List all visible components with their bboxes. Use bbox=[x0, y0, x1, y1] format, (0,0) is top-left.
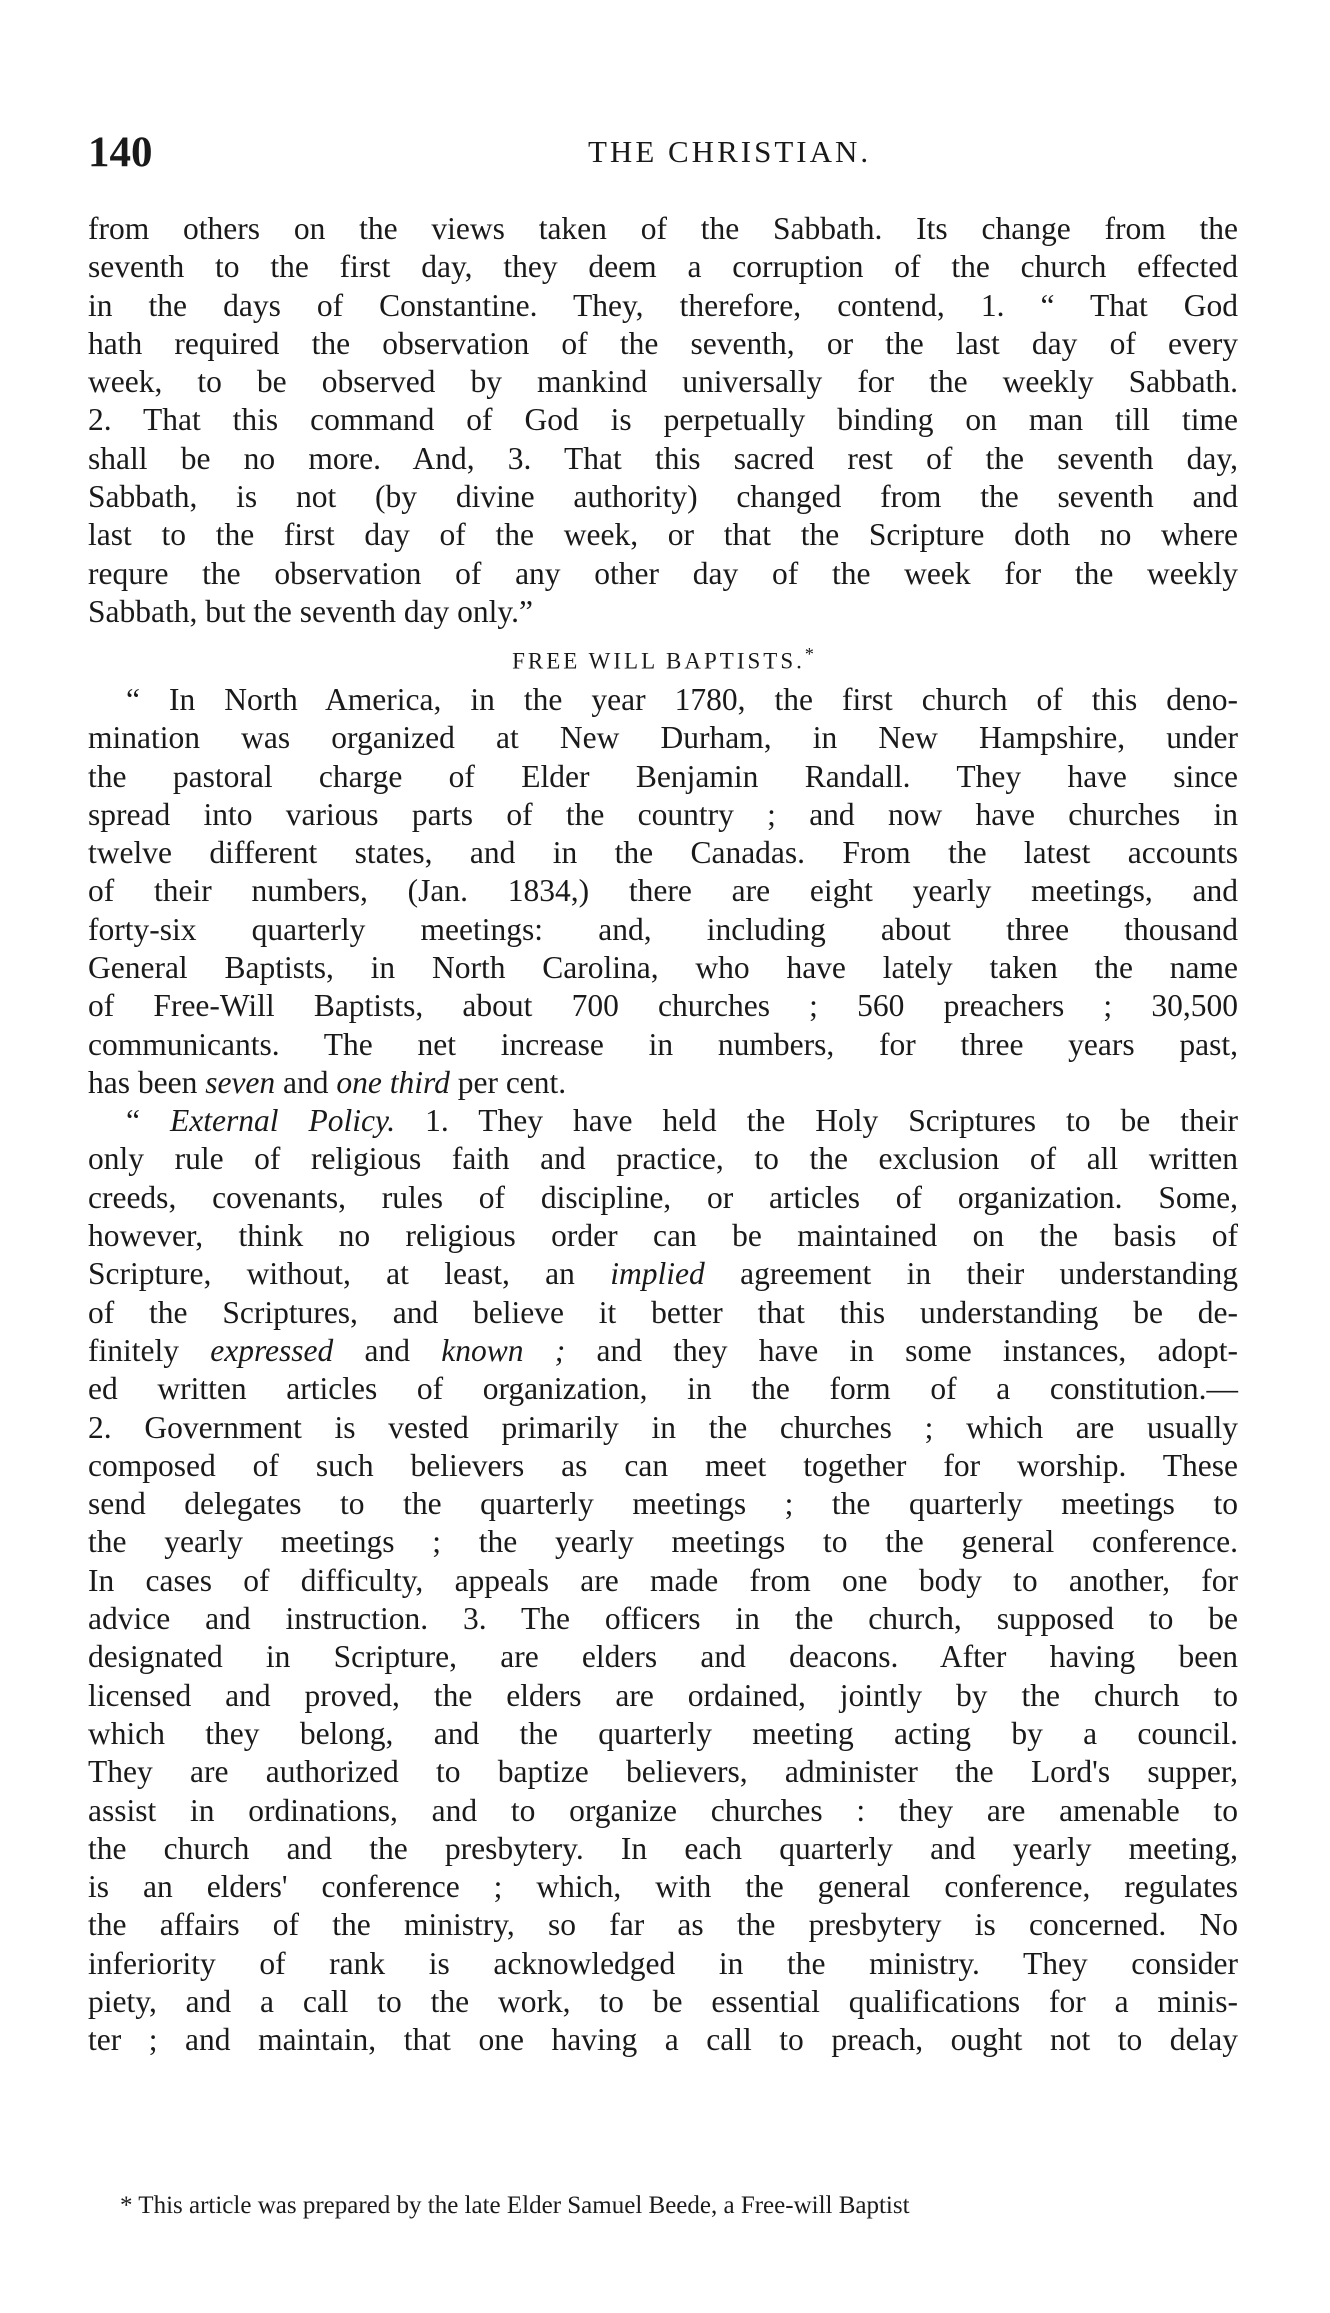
text-line: advice and instruction. 3. The officers in the church, supposed to be bbox=[88, 1601, 1238, 1637]
text-run: 1. They have held the Holy Scriptures to be their bbox=[395, 1103, 1239, 1139]
text-line: forty-six quarterly meetings: and, including about three thousand bbox=[88, 911, 1238, 947]
text-line: from others on the views taken of the Sabbath. Its change from the bbox=[88, 211, 1238, 246]
footnote-marker: * bbox=[804, 644, 814, 665]
text-line: “ In North America, in the year 1780, the first church of this deno- bbox=[126, 681, 1238, 717]
text-line: In cases of difficulty, appeals are made from one body to another, for bbox=[88, 1562, 1238, 1598]
text-line: however, think no religious order can be maintained on the basis of bbox=[88, 1218, 1238, 1254]
text-line: piety, and a call to the work, to be essential qualifications for a minis- bbox=[88, 1984, 1238, 2020]
text-line: shall be no more. And, 3. That this sacred rest of the seventh day, bbox=[88, 440, 1238, 476]
text-line: creeds, covenants, rules of discipline, or articles of organization. Some, bbox=[88, 1179, 1238, 1215]
text-run: “ bbox=[126, 1103, 171, 1139]
text-run: finitely bbox=[88, 1332, 211, 1368]
text-line: They are authorized to baptize believers, administer the Lord's supper, bbox=[88, 1754, 1238, 1790]
text-line bbox=[88, 1255, 1238, 1293]
text-line: the affairs of the ministry, so far as the presbytery is concerned. No bbox=[88, 1907, 1238, 1943]
text-run: and bbox=[333, 1332, 442, 1368]
text-line: of their numbers, (Jan. 1834,) there are eight yearly meetings, and bbox=[88, 873, 1238, 909]
text-run: and they have in some instances, adopt- bbox=[565, 1332, 1238, 1368]
footnote: * This article was prepared by the late Elder Samuel Beede, a Free-will Baptist bbox=[120, 2192, 910, 2219]
text-line: Sabbath, but the seventh day only.” bbox=[88, 593, 533, 629]
text-line: Sabbath, is not (by divine authority) changed from the seventh and bbox=[88, 479, 1238, 515]
text-line: requre the observation of any other day of the week for the weekly bbox=[88, 555, 1238, 591]
text-run: and bbox=[275, 1064, 337, 1100]
text-line: send delegates to the quarterly meetings ; the quarterly meetings to bbox=[88, 1486, 1238, 1522]
text-line: which they belong, and the quarterly meeting acting by a council. bbox=[88, 1715, 1238, 1751]
intro-paragraph bbox=[88, 210, 1238, 631]
text-line: the church and the presbytery. In each quarterly and yearly meeting, bbox=[88, 1830, 1238, 1866]
paragraph-external-policy bbox=[88, 1102, 1238, 2059]
text-line: General Baptists, in North Carolina, who have lately taken the name bbox=[88, 950, 1238, 985]
italic-text: seven bbox=[205, 1064, 276, 1100]
text-run: agreement in their understanding bbox=[704, 1256, 1239, 1292]
body-text bbox=[88, 210, 1238, 2060]
text-run: per cent. bbox=[449, 1064, 567, 1100]
text-line: 2. That this command of God is perpetually binding on man till time bbox=[88, 402, 1238, 438]
text-line: licensed and proved, the elders are ordained, jointly by the church to bbox=[88, 1677, 1238, 1713]
text-line: the yearly meetings ; the yearly meetings to the general conference. bbox=[88, 1524, 1238, 1560]
text-line: composed of such believers as can meet together for worship. These bbox=[88, 1447, 1238, 1483]
text-line bbox=[88, 1064, 1238, 1102]
text-line: hath required the observation of the seventh, or the last day of every bbox=[88, 325, 1238, 361]
text-line: spread into various parts of the country ; and now have churches in bbox=[88, 796, 1238, 832]
section-heading-text: FREE WILL BAPTISTS. bbox=[512, 648, 805, 674]
text-line: inferiority of rank is acknowledged in the ministry. They consider bbox=[88, 1945, 1238, 1981]
page-header bbox=[88, 128, 1238, 178]
text-line bbox=[88, 1332, 1238, 1370]
section-heading bbox=[88, 637, 1238, 679]
paragraph-history bbox=[88, 681, 1238, 1102]
text-line: only rule of religious faith and practice, to the exclusion of all written bbox=[88, 1141, 1238, 1177]
italic-text: expressed bbox=[210, 1332, 334, 1368]
running-head: THE CHRISTIAN. bbox=[588, 134, 872, 169]
text-line: ed written articles of organization, in the form of a constitution.— bbox=[88, 1371, 1238, 1407]
text-line: of the Scriptures, and believe it better that this understanding be de- bbox=[88, 1294, 1238, 1330]
text-line: twelve different states, and in the Canadas. From the latest accounts bbox=[88, 835, 1238, 871]
text-line: is an elders' conference ; which, with the general conference, regulates bbox=[88, 1869, 1238, 1905]
italic-text: known ; bbox=[441, 1332, 566, 1368]
text-line: mination was organized at New Durham, in New Hampshire, under bbox=[88, 720, 1238, 756]
text-run: Scripture, without, at least, an bbox=[88, 1256, 611, 1292]
text-line: assist in ordinations, and to organize churches : they are amenable to bbox=[88, 1792, 1238, 1828]
text-line bbox=[88, 1102, 1238, 1140]
italic-text: one third bbox=[336, 1064, 450, 1100]
text-line: week, to be observed by mankind universally for the weekly Sabbath. bbox=[88, 364, 1238, 400]
text-line: last to the first day of the week, or that the Scripture doth no where bbox=[88, 517, 1238, 553]
text-run: has been bbox=[88, 1064, 206, 1100]
text-line: of Free-Will Baptists, about 700 churches ; 560 preachers ; 30,500 bbox=[88, 988, 1238, 1024]
text-line: the pastoral charge of Elder Benjamin Randall. They have since bbox=[88, 758, 1238, 794]
text-line: in the days of Constantine. They, therefore, contend, 1. “ That God bbox=[88, 287, 1238, 323]
italic-text: External Policy. bbox=[170, 1103, 396, 1139]
text-line: ter ; and maintain, that one having a call to preach, ought not to delay bbox=[88, 2022, 1238, 2058]
text-line: seventh to the first day, they deem a corruption of the church effected bbox=[88, 249, 1238, 285]
text-line: communicants. The net increase in numbers, for three years past, bbox=[88, 1026, 1238, 1062]
page-number: 140 bbox=[88, 129, 153, 176]
text-line: designated in Scripture, are elders and deacons. After having been bbox=[88, 1639, 1238, 1675]
italic-text: implied bbox=[610, 1256, 705, 1292]
text-line: 2. Government is vested primarily in the churches ; which are usually bbox=[88, 1409, 1238, 1445]
